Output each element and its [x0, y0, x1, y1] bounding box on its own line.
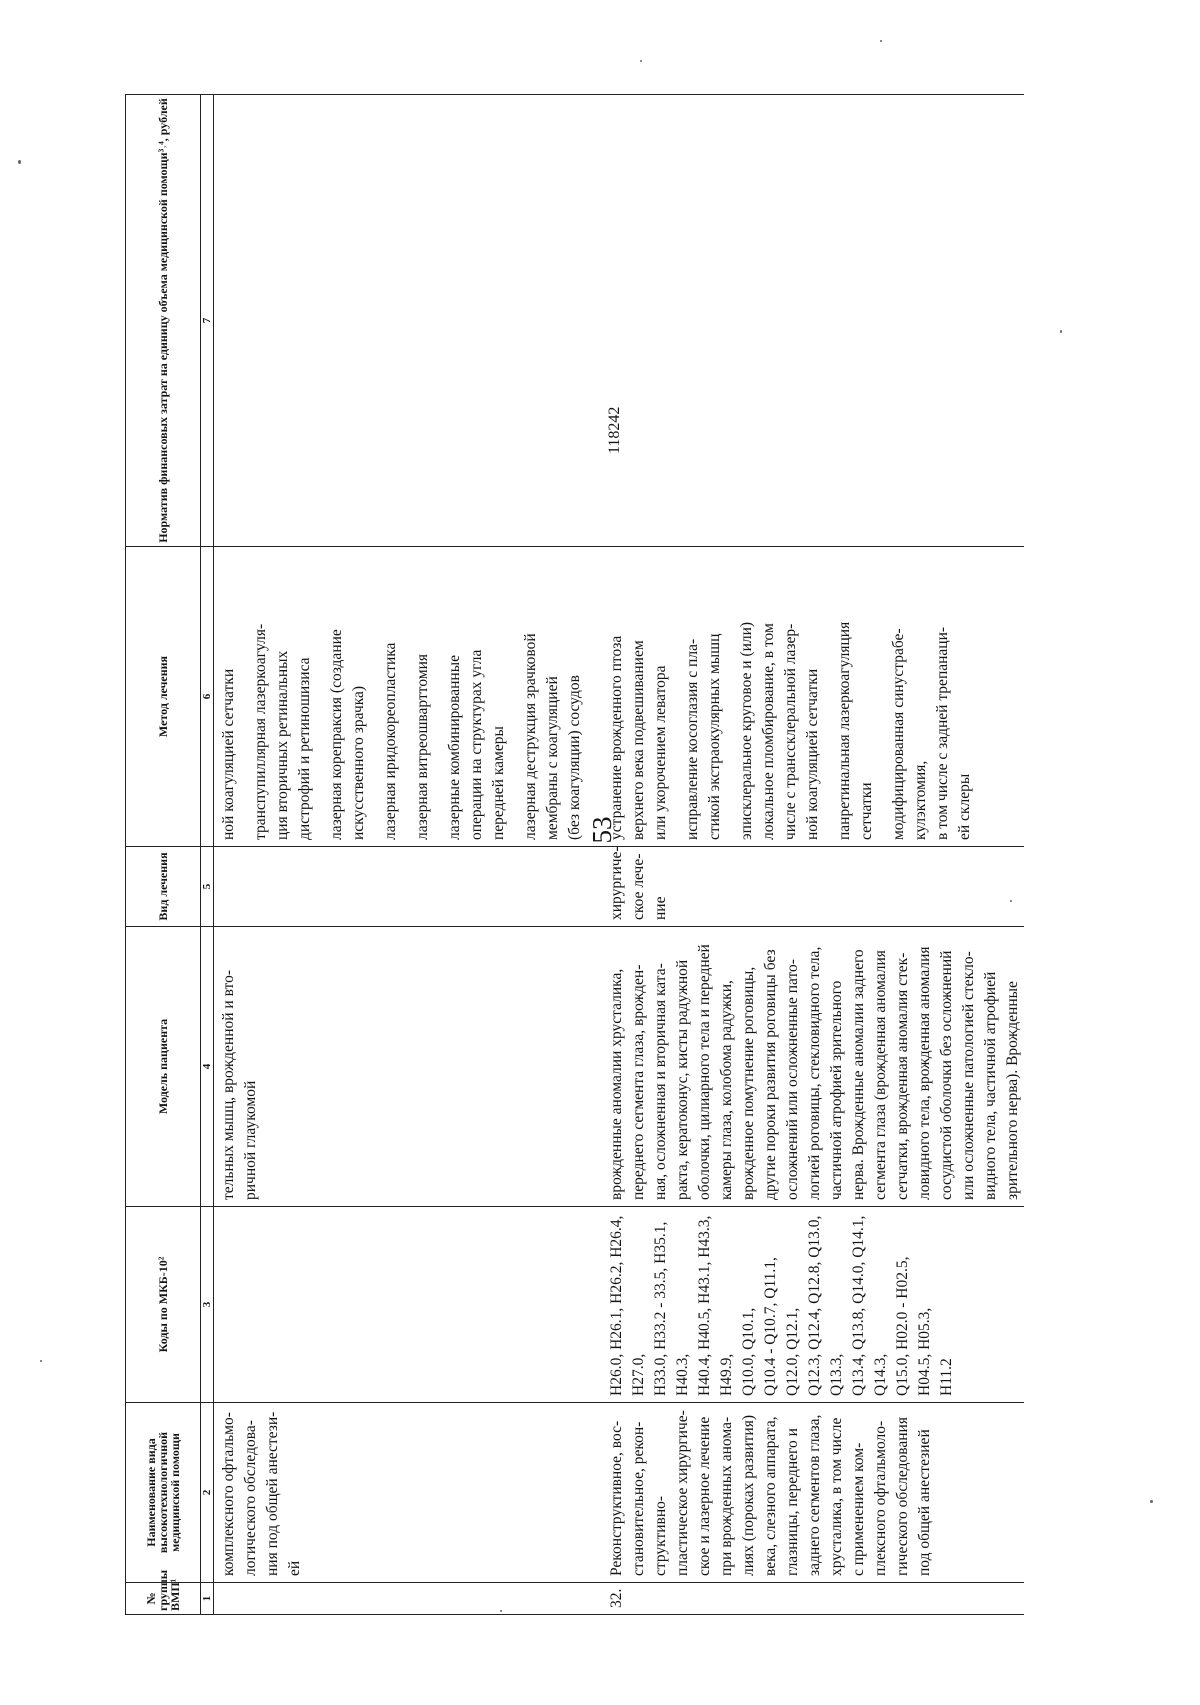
text-line: Q10.0, Q10.1,	[740, 1307, 757, 1396]
method-item	[380, 553, 402, 840]
column-number: 7	[201, 95, 214, 547]
header-financial-norm: Норматив финансовых затрат на единицу объема медицинской помощи³˒⁴, рублей	[126, 95, 201, 547]
cell-empty	[214, 1583, 597, 1615]
header-icd-codes: Коды по МКБ-10²	[126, 1207, 201, 1403]
text-line: Q15.0, H02.0 - H02.5, H04.5, H05.3,	[894, 1256, 933, 1396]
text-line: осложнений или осложненные пато-	[784, 959, 801, 1200]
text-line: модифицированная синустрабе-	[890, 628, 907, 840]
method-item	[250, 553, 316, 840]
cell-patient-model	[214, 927, 597, 1207]
method-item	[834, 553, 878, 840]
method-item	[444, 553, 510, 840]
text-line: гического обследования	[894, 1417, 911, 1576]
text-line: ракта, кератоконус, кисты радужной	[674, 959, 691, 1200]
vmp-table	[125, 94, 1024, 1615]
text-line: сетчатки	[858, 782, 875, 840]
text-line: передней камеры	[490, 726, 507, 840]
scan-speck	[1010, 900, 1012, 902]
text-line: H11.2	[938, 1358, 955, 1396]
text-line: верхнего века подвешиванием	[630, 640, 647, 840]
text-line: H33.0, H33.2 - 33.5, H35.1, H40.3,	[652, 1221, 691, 1396]
text-line: глазницы, переднего и	[784, 1428, 801, 1576]
cell-patient-model	[596, 927, 1024, 1207]
text-line: при врожденных анома-	[718, 1416, 735, 1576]
column-number-row	[201, 95, 214, 1615]
text-line: сетчатки, врожденная аномалия стек-	[894, 952, 911, 1200]
text-line: эписклеральное круговое и (или)	[738, 621, 755, 840]
header-treatment-type: Вид лечения	[126, 847, 201, 927]
text-line: тельных мышц, врожденной и вто-	[220, 970, 237, 1200]
cell-empty	[214, 95, 597, 547]
text-line: числе с транссклеральной лазер-	[782, 623, 799, 840]
text-line: сосудистой оболочки без осложнений	[938, 950, 955, 1200]
text-line: H26.0, H26.1, H26.2, H26.4, H27.0,	[608, 1215, 647, 1396]
text-line: лиях (пороках развития)	[740, 1414, 757, 1576]
text-line: хрусталика, в том числе	[828, 1417, 845, 1576]
text-line: логией роговицы, стекловидного тела,	[806, 946, 823, 1200]
text-line: видного тела, частичной атрофией	[982, 971, 999, 1200]
text-line: частичной атрофией зрительного	[828, 980, 845, 1200]
cell-care-type	[596, 1403, 1024, 1583]
text-line: ция вторичных ретинальных	[274, 650, 291, 840]
column-number: 2	[201, 1403, 214, 1583]
header-patient-model: Модель пациента	[126, 927, 201, 1207]
text-line: ние	[652, 896, 669, 920]
cell-financial-norm	[596, 95, 1024, 547]
method-item	[520, 553, 586, 840]
column-number: 1	[201, 1583, 214, 1615]
column-number: 6	[201, 547, 214, 847]
cell-group-number: 32.	[596, 1583, 1024, 1615]
text-line: дистрофий и ретиношизиса	[296, 657, 313, 840]
text-line: искусственного зрачка)	[350, 685, 367, 840]
text-line: под общей анестезией	[916, 1429, 933, 1576]
cell-icd-codes	[596, 1207, 1024, 1403]
financial-norm-value: 118242	[606, 406, 623, 454]
text-line: комплексного офтальмо-	[220, 1412, 237, 1576]
page-number: 53	[586, 816, 617, 844]
text-line: структивно-	[652, 1495, 669, 1576]
text-line: или осложненные патологией стекло-	[960, 951, 977, 1200]
text-line: ское и лазерное лечение	[696, 1416, 713, 1576]
text-line: ной коагуляцией сетчатки	[220, 668, 237, 840]
text-line: H40.4, H40.5, H43.1, H43.3, H49.9,	[696, 1215, 735, 1396]
text-line: мембраны с коагуляцией	[544, 676, 561, 840]
cell-care-type	[214, 1403, 597, 1583]
text-line: лазерная корепраксия (создание	[328, 629, 345, 840]
text-line: лазерная деструкция зрачковой	[522, 633, 539, 840]
text-line: Q12.3, Q12.4, Q12.8, Q13.0, Q13.3,	[806, 1215, 845, 1396]
text-line: в том числе с задней трепанаци-	[934, 626, 951, 840]
text-line: лазерная витреошварттомия	[414, 653, 431, 840]
text-line: пластическое хирургиче-	[674, 1410, 691, 1576]
text-line: устранение врожденного птоза	[608, 635, 625, 840]
cell-treatment-type	[596, 847, 1024, 927]
text-line: панретинальная лазеркоагуляция	[836, 621, 853, 840]
text-line: ловидного тела, врожденная аномалия	[916, 946, 933, 1200]
method-item	[888, 553, 976, 840]
text-line: ей склеры	[956, 773, 973, 840]
scan-speck	[18, 160, 21, 164]
text-line: лазерная иридокореопластика	[382, 642, 399, 840]
header-group-number: № группы ВМП¹	[126, 1583, 201, 1615]
text-line: Реконструктивное, вос-	[608, 1420, 625, 1576]
text-line: врожденное помутнение роговицы,	[740, 966, 757, 1200]
text-line: плексного офтальмоло-	[872, 1420, 889, 1576]
text-line: переднего сегмента глаза, врожден-	[630, 964, 647, 1200]
text-line: хирургиче-	[608, 846, 625, 920]
method-item	[218, 553, 240, 840]
cell-empty	[214, 1207, 597, 1403]
scan-speck	[40, 1360, 42, 1362]
text-line: камеры глаза, колобома радужки,	[718, 980, 735, 1200]
text-line: ей	[286, 1560, 303, 1576]
scan-speck	[880, 40, 882, 42]
text-line: ния под общей анестези-	[264, 1411, 281, 1576]
text-line: исправление косоглазия с пла-	[684, 638, 701, 840]
column-number: 5	[201, 847, 214, 927]
header-treatment-method: Метод лечения	[126, 547, 201, 847]
table-header-row	[126, 95, 201, 1615]
text-line: сегмента глаза (врожденная аномалия	[872, 950, 889, 1200]
scan-speck	[500, 1610, 502, 1612]
text-line: ричной глаукомой	[242, 1080, 259, 1200]
text-line: локальное пломбирование, в том	[760, 623, 777, 840]
cell-treatment-methods	[596, 547, 1024, 847]
text-line: Q10.4 - Q10.7, Q11.1, Q12.0, Q12.1,	[762, 1257, 801, 1396]
method-item	[606, 553, 672, 840]
scan-speck	[1150, 1500, 1153, 1503]
text-line: Q13.4, Q13.8, Q14.0, Q14.1, Q14.3,	[850, 1215, 889, 1396]
text-line: (без коагуляции) сосудов	[566, 675, 583, 840]
cell-treatment-methods	[214, 547, 597, 847]
text-line: нерва. Врожденные аномалии заднего	[850, 949, 867, 1200]
scan-speck	[640, 60, 642, 62]
vmp-table-sheet	[125, 75, 1200, 1635]
method-item	[326, 553, 370, 840]
text-line: ная, осложненная и вторичная ката-	[652, 963, 669, 1200]
header-care-type: Наименование вида высокотехнологичной медицинской помощи	[126, 1403, 201, 1583]
text-line: ной коагуляцией сетчатки	[804, 668, 821, 840]
text-line: зрительного нерва). Врожденные	[1004, 981, 1021, 1200]
text-line: с применением ком-	[850, 1442, 867, 1576]
text-line: кулэктомия,	[912, 760, 929, 840]
text-line: транспупиллярная лазеркоагуля-	[252, 623, 269, 840]
text-line: ское лече-	[630, 853, 647, 920]
column-number: 3	[201, 1207, 214, 1403]
text-line: врожденные аномалии хрусталика,	[608, 968, 625, 1200]
method-item	[736, 553, 824, 840]
column-number: 4	[201, 927, 214, 1207]
table-row-continuation	[214, 95, 597, 1615]
method-item	[412, 553, 434, 840]
text-line: становительное, рекон-	[630, 1421, 647, 1576]
text-line: операции на структурах угла	[468, 649, 485, 840]
text-line: стикой экстраокулярных мышц	[706, 633, 723, 840]
text-line: века, слезного аппарата,	[762, 1416, 779, 1576]
text-line: лазерные комбинированные	[446, 655, 463, 840]
table-row-group-32	[596, 95, 1024, 1615]
text-line: или укорочением леватора	[652, 665, 669, 840]
cell-empty	[214, 847, 597, 927]
text-line: другие пороки развития роговицы без	[762, 949, 779, 1200]
scan-speck	[1060, 330, 1062, 333]
text-line: заднего сегментов глаза,	[806, 1414, 823, 1576]
text-line: оболочки, цилиарного тела и передней	[696, 944, 713, 1200]
method-item	[682, 553, 726, 840]
text-line: логического обследова-	[242, 1420, 259, 1576]
